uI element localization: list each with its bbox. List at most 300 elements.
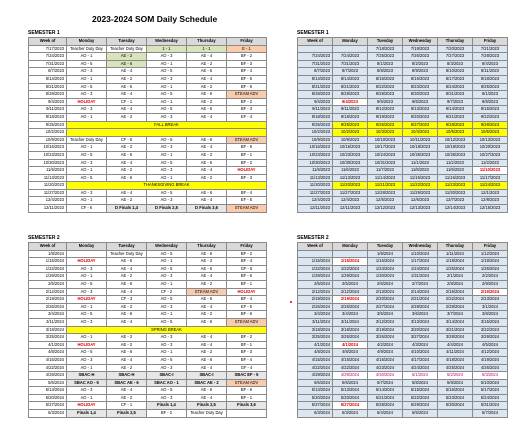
day-cell [67, 250, 107, 258]
week-of-cell: 4/1/2024 [298, 341, 333, 349]
day-cell: Finals 2,5 [187, 402, 227, 410]
day-cell: 1/25/2024 [438, 265, 473, 273]
day-cell: 11/29/2023 [403, 189, 438, 197]
table-row [298, 349, 508, 357]
day-cell: AO - 5 [147, 387, 187, 395]
column-header: Thursday [187, 38, 227, 46]
day-cell: 11/2/2023 [438, 159, 473, 167]
day-cell: 7/25/2023 [368, 53, 403, 61]
week-of-cell: 4/15/2024 [29, 356, 67, 364]
table-row [298, 45, 508, 53]
day-cell: 11/10/2023 [473, 167, 508, 175]
day-cell: AE - 6 [107, 258, 147, 266]
day-cell: CF - 5 [107, 136, 147, 144]
table-row [29, 106, 267, 114]
table-row [298, 182, 508, 190]
day-cell: 10/30/2023 [333, 159, 368, 167]
day-cell: AE - 6 [187, 265, 227, 273]
day-cell: AO - 3 [67, 356, 107, 364]
day-cell: 4/4/2024 [438, 341, 473, 349]
week-of-cell: 3/11/2024 [298, 318, 333, 326]
week-of-cell: 9/11/2023 [29, 106, 67, 114]
day-cell: 11/21/2023 [368, 182, 403, 190]
week-of-cell: 2/12/2024 [29, 288, 67, 296]
week-of-cell: 2/5/2024 [29, 280, 67, 288]
day-cell: 8/15/2023 [368, 75, 403, 83]
day-cell: 5/21/2024 [368, 394, 403, 402]
day-cell: AE - 2 [107, 364, 147, 372]
day-cell: 1/24/2024 [403, 265, 438, 273]
day-cell: EF - 4 [227, 113, 267, 121]
table-row [298, 151, 508, 159]
week-of-cell: 1/8/2024 [29, 250, 67, 258]
day-cell: BF - 4 [227, 189, 267, 197]
page-title: 2023-2024 SOM Daily Schedule [92, 14, 218, 24]
day-cell: BF - 4 [227, 296, 267, 304]
day-cell: 11/27/2023 [333, 189, 368, 197]
day-cell: 10/17/2023 [368, 144, 403, 152]
day-cell: 7/27/2023 [438, 53, 473, 61]
day-cell: AE - 4 [187, 113, 227, 121]
break-banner: FALL BREAK [67, 121, 267, 129]
day-cell: AE - 6 [107, 60, 147, 68]
table-row [29, 311, 267, 319]
day-cell: CF - 3 [107, 296, 147, 304]
day-cell: AE - 6 [107, 151, 147, 159]
table-row [298, 68, 508, 76]
table-row [298, 129, 508, 137]
day-cell: D Finals 3,6 [187, 205, 227, 213]
day-cell: Finals 3,6 [227, 402, 267, 410]
day-cell: 9/27/2023 [403, 121, 438, 129]
day-cell: 8/2/2023 [403, 60, 438, 68]
day-cell: 9/11/2023 [333, 106, 368, 114]
week-of-cell: 2/19/2024 [298, 296, 333, 304]
day-cell: AE - 4 [107, 159, 147, 167]
day-cell: 1/15/2024 [333, 258, 368, 266]
table-row [29, 113, 267, 121]
table-row [29, 205, 267, 213]
day-cell: 10/4/2023 [403, 129, 438, 137]
day-cell: AO - 5 [147, 68, 187, 76]
day-cell: 5/16/2024 [438, 387, 473, 395]
day-cell: 7/19/2023 [403, 45, 438, 53]
day-cell: AO - 5 [147, 91, 187, 99]
day-cell: CF - 1 [107, 402, 147, 410]
week-of-cell: 10/16/2023 [298, 144, 333, 152]
day-cell: 12/7/2023 [438, 197, 473, 205]
day-cell [333, 250, 368, 258]
week-of-cell: 4/22/2024 [298, 364, 333, 372]
table-row [29, 182, 267, 190]
day-cell: AE - 6 [107, 311, 147, 319]
day-cell: 3/13/2024 [403, 318, 438, 326]
table-row [29, 265, 267, 273]
day-cell: 10/2/2023 [333, 129, 368, 137]
day-cell: 10/24/2023 [368, 151, 403, 159]
day-cell: 9/12/2023 [368, 106, 403, 114]
day-cell: AO - 1 [67, 273, 107, 281]
day-cell: 2/12/2024 [333, 288, 368, 296]
header-row [298, 38, 508, 46]
column-header: Week of [298, 243, 333, 251]
day-cell: CF - 6 [67, 205, 107, 213]
day-cell: STEAM ADV [227, 136, 267, 144]
day-cell: E - 1 [227, 45, 267, 53]
week-of-cell: 11/27/2023 [29, 189, 67, 197]
day-cell: GF - 4 [227, 364, 267, 372]
table-row [298, 91, 508, 99]
week-of-cell: 11/6/2023 [298, 167, 333, 175]
day-cell: AO - 3 [147, 167, 187, 175]
week-of-cell: 4/29/2024 [29, 372, 67, 380]
day-cell: 2/13/2024 [368, 288, 403, 296]
day-cell: AE - 2 [187, 60, 227, 68]
day-cell: BF - 6 [227, 273, 267, 281]
day-cell: 8/9/2023 [403, 68, 438, 76]
week-of-cell: 1/15/2024 [298, 258, 333, 266]
column-header: Tuesday [107, 243, 147, 251]
week-of-cell: 11/27/2023 [298, 189, 333, 197]
day-cell: BF - 2 [227, 334, 267, 342]
day-cell: 4/26/2024 [473, 364, 508, 372]
day-cell: 11/23/2023 [438, 182, 473, 190]
week-of-cell: 1/29/2024 [29, 273, 67, 281]
day-cell: 12/4/2023 [333, 197, 368, 205]
day-cell: 9/18/2023 [333, 113, 368, 121]
day-cell: 1/12/2024 [473, 250, 508, 258]
table-row [298, 326, 508, 334]
day-cell: 5/30/2024 [438, 402, 473, 410]
table-row [298, 258, 508, 266]
day-cell: AO - 5 [67, 311, 107, 319]
day-cell: AE - 2 [107, 341, 147, 349]
day-cell: 10/6/2023 [473, 129, 508, 137]
table-row [298, 311, 508, 319]
day-cell: 2/2/2024 [473, 273, 508, 281]
week-of-cell: 4/8/2024 [298, 349, 333, 357]
day-cell: 4/23/2024 [368, 364, 403, 372]
table-row [298, 296, 508, 304]
week-of-cell: 9/25/2023 [29, 121, 67, 129]
day-cell: 8/3/2023 [438, 60, 473, 68]
day-cell: 11/24/2023 [473, 182, 508, 190]
day-cell: 4/2/2024 [368, 341, 403, 349]
day-cell: AO - 3 [147, 303, 187, 311]
day-cell: AO - 5 [67, 60, 107, 68]
day-cell: 5/9/2024 [438, 379, 473, 387]
day-cell: 7/18/2023 [368, 45, 403, 53]
week-of-cell: 5/20/2024 [29, 394, 67, 402]
day-cell: AE - 4 [107, 288, 147, 296]
day-cell: AO - 3 [147, 75, 187, 83]
day-cell: 2/9/2024 [473, 280, 508, 288]
week-of-cell: 8/14/2023 [29, 75, 67, 83]
table-row [298, 402, 508, 410]
day-cell: 8/14/2023 [333, 75, 368, 83]
day-cell: 2/29/2024 [438, 303, 473, 311]
day-cell: AE - 6 [107, 349, 147, 357]
day-cell: 1/23/2024 [368, 265, 403, 273]
week-of-cell: 4/8/2024 [29, 349, 67, 357]
day-cell: AO - 1 [147, 280, 187, 288]
day-cell: 12/13/2023 [403, 205, 438, 213]
day-cell: BF - 1 [227, 280, 267, 288]
day-cell: AE - 4 [187, 341, 227, 349]
day-cell: 9/13/2023 [403, 106, 438, 114]
day-cell: AE - 6 [187, 250, 227, 258]
day-cell: 2/21/2024 [403, 296, 438, 304]
day-cell: GF - 5 [227, 265, 267, 273]
table-row [298, 121, 508, 129]
day-cell: 2/23/2024 [473, 296, 508, 304]
week-of-cell: 3/4/2024 [298, 311, 333, 319]
week-of-cell: 10/2/2023 [298, 129, 333, 137]
day-cell: AO - 5 [67, 280, 107, 288]
break-banner: THANKSGIVING BREAK [67, 182, 267, 190]
column-header: Thursday [438, 38, 473, 46]
table-row [29, 98, 267, 106]
week-of-cell: 5/20/2024 [298, 394, 333, 402]
week-of-cell: 7/24/2023 [29, 53, 67, 61]
week-of-cell: 11/20/2023 [298, 182, 333, 190]
day-cell: AE - 2 [187, 311, 227, 319]
day-cell: AO - 1 [147, 83, 187, 91]
day-cell: AO - 5 [67, 83, 107, 91]
day-cell: SBAC AE - 6 [107, 379, 147, 387]
day-cell: HOLIDAY [67, 402, 107, 410]
week-of-cell: 8/7/2023 [29, 68, 67, 76]
day-cell: 3/22/2024 [473, 326, 508, 334]
day-cell: AO - 5 [67, 151, 107, 159]
week-of-cell: 12/4/2023 [29, 197, 67, 205]
week-of-cell: 4/15/2024 [298, 356, 333, 364]
header-row [298, 243, 508, 251]
day-cell: 9/15/2023 [473, 106, 508, 114]
day-cell: 10/9/2023 [333, 136, 368, 144]
week-of-cell: 1/29/2024 [298, 273, 333, 281]
column-header: Tuesday [107, 38, 147, 46]
day-cell: 8/31/2023 [438, 91, 473, 99]
day-cell: 8/29/2023 [368, 91, 403, 99]
table-row [29, 53, 267, 61]
table-row [29, 68, 267, 76]
week-of-cell: 2/12/2024 [298, 288, 333, 296]
table-row [29, 334, 267, 342]
day-cell: AO - 1 [67, 334, 107, 342]
week-of-cell: 6/3/2024 [29, 410, 67, 418]
day-cell: 10/3/2023 [368, 129, 403, 137]
table-row [298, 250, 508, 258]
day-cell: BF - 4 [227, 68, 267, 76]
table-row [29, 303, 267, 311]
day-cell: 4/18/2024 [438, 356, 473, 364]
column-header: Wednesday [147, 38, 187, 46]
table-row [298, 387, 508, 395]
day-cell: 3/7/2024 [438, 311, 473, 319]
day-cell: 2/5/2024 [333, 280, 368, 288]
day-cell: 4/22/2024 [333, 364, 368, 372]
day-cell: 3/29/2024 [473, 334, 508, 342]
table-row [298, 60, 508, 68]
week-of-cell: 10/2/2023 [29, 129, 67, 137]
day-cell: AE - 2 [107, 394, 147, 402]
day-cell: AE - 2 [107, 273, 147, 281]
week-of-cell: 2/5/2024 [298, 280, 333, 288]
table-row [29, 394, 267, 402]
day-cell: 6/5/2024 [403, 410, 438, 418]
day-cell: AO - 1 [67, 167, 107, 175]
day-cell: AE - 2 [107, 144, 147, 152]
day-cell: 2/15/2024 [438, 288, 473, 296]
day-cell: CF - 2 [147, 288, 187, 296]
day-cell: 3/8/2024 [473, 311, 508, 319]
day-cell: 3/11/2024 [333, 318, 368, 326]
day-cell: 3/15/2024 [473, 318, 508, 326]
day-cell: 1/9/2024 [368, 250, 403, 258]
table-row [298, 106, 508, 114]
week-of-cell: 6/3/2024 [298, 410, 333, 418]
day-cell: 2/7/2024 [403, 280, 438, 288]
day-cell: 10/5/2023 [438, 129, 473, 137]
day-cell: 9/28/2023 [438, 121, 473, 129]
day-cell: 11/30/2023 [438, 189, 473, 197]
day-cell: 8/23/2023 [403, 83, 438, 91]
day-cell: AE - 6 [107, 280, 147, 288]
table-row [298, 159, 508, 167]
table-row [298, 265, 508, 273]
day-cell: D Finals 2,5 [147, 205, 187, 213]
table-row [29, 379, 267, 387]
day-cell: 5/6/2024 [333, 379, 368, 387]
day-cell: 2/26/2024 [333, 303, 368, 311]
day-cell: 7/24/2023 [333, 53, 368, 61]
day-cell: BF - 3 [227, 349, 267, 357]
day-cell: 11/16/2023 [438, 174, 473, 182]
column-header: Monday [67, 38, 107, 46]
day-cell: AO - 3 [67, 387, 107, 395]
day-cell: Teacher Duty Day [107, 45, 147, 53]
week-of-cell: 4/22/2024 [29, 364, 67, 372]
table-row [29, 174, 267, 182]
table-row [298, 197, 508, 205]
week-of-cell: 3/11/2024 [29, 318, 67, 326]
week-of-cell: 3/18/2024 [29, 326, 67, 334]
day-cell: 8/25/2023 [473, 83, 508, 91]
day-cell: 10/20/2023 [473, 144, 508, 152]
day-cell: 1/11/2024 [438, 250, 473, 258]
day-cell: 5/14/2024 [368, 387, 403, 395]
day-cell: STEAM ADV [227, 91, 267, 99]
day-cell: 9/7/2023 [438, 98, 473, 106]
day-cell: AO - 1 [147, 60, 187, 68]
day-cell: 1/19/2024 [473, 258, 508, 266]
day-cell: 3/19/2024 [368, 326, 403, 334]
day-cell: 5/28/2024 [368, 402, 403, 410]
table-row [298, 113, 508, 121]
week-of-cell: 5/6/2024 [298, 379, 333, 387]
day-cell: BF - 2 [227, 159, 267, 167]
day-cell: AE - 2 [187, 98, 227, 106]
day-cell: 10/18/2023 [403, 144, 438, 152]
table-row [29, 151, 267, 159]
week-of-cell: 5/13/2024 [298, 387, 333, 395]
day-cell: 10/26/2023 [438, 151, 473, 159]
day-cell: 10/10/2023 [368, 136, 403, 144]
day-cell: AE - 4 [187, 303, 227, 311]
day-cell: AO - 3 [147, 53, 187, 61]
day-cell: 9/6/2023 [403, 98, 438, 106]
table-row [29, 364, 267, 372]
day-cell: AO - 3 [67, 159, 107, 167]
day-cell: 10/25/2023 [403, 151, 438, 159]
day-cell: AO - 3 [67, 106, 107, 114]
day-cell: 11/7/2023 [368, 167, 403, 175]
day-cell: AE - 4 [107, 387, 147, 395]
day-cell: 8/22/2023 [368, 83, 403, 91]
day-cell: 1/18/2024 [438, 258, 473, 266]
day-cell: AO - 3 [147, 364, 187, 372]
day-cell: AO - 5 [147, 296, 187, 304]
day-cell: SBAC AO - 1 [147, 379, 187, 387]
day-cell: 5/23/2024 [438, 394, 473, 402]
day-cell: 8/10/2023 [438, 68, 473, 76]
day-cell: AO - 1 [147, 258, 187, 266]
day-cell: AO - 3 [67, 265, 107, 273]
day-cell: 6/7/2024 [473, 410, 508, 418]
day-cell: 2/6/2024 [368, 280, 403, 288]
day-cell: 4/9/2024 [368, 349, 403, 357]
day-cell: 9/26/2023 [368, 121, 403, 129]
week-of-cell: 10/9/2023 [29, 136, 67, 144]
week-of-cell: 2/26/2024 [29, 303, 67, 311]
day-cell: 8/11/2023 [473, 68, 508, 76]
week-of-cell: 5/6/2024 [29, 379, 67, 387]
table-row [29, 280, 267, 288]
day-cell: AO - 3 [147, 197, 187, 205]
day-cell: 4/29/2024 [333, 372, 368, 380]
week-of-cell: 1/22/2024 [29, 265, 67, 273]
day-cell: SBAC-H [107, 372, 147, 380]
day-cell: AO - 5 [67, 349, 107, 357]
week-of-cell: 4/29/2024 [298, 372, 333, 380]
day-cell: 11/3/2023 [473, 159, 508, 167]
header-row [29, 38, 267, 46]
table-row [29, 273, 267, 281]
day-cell: 3/18/2024 [333, 326, 368, 334]
header-row [29, 243, 267, 251]
column-header: Monday [333, 38, 368, 46]
day-cell: BF - 4 [227, 258, 267, 266]
day-cell: HOLIDAY [67, 98, 107, 106]
day-cell: 5/24/2024 [473, 394, 508, 402]
table-row [298, 75, 508, 83]
day-cell: 10/12/2023 [438, 136, 473, 144]
day-cell: 11/8/2023 [403, 167, 438, 175]
day-cell: 12/1/2023 [473, 189, 508, 197]
day-cell: AO - 1 [147, 98, 187, 106]
week-of-cell: 10/30/2023 [298, 159, 333, 167]
day-cell: AE - 2 [187, 258, 227, 266]
day-cell: 9/5/2023 [368, 98, 403, 106]
column-header: Wednesday [403, 38, 438, 46]
day-cell: 3/27/2024 [403, 334, 438, 342]
day-cell: AO - 5 [67, 174, 107, 182]
day-cell: 4/5/2024 [473, 341, 508, 349]
day-cell: STEAM ADV [227, 318, 267, 326]
day-cell: AE - 6 [187, 318, 227, 326]
day-cell: AE - 2 [107, 167, 147, 175]
